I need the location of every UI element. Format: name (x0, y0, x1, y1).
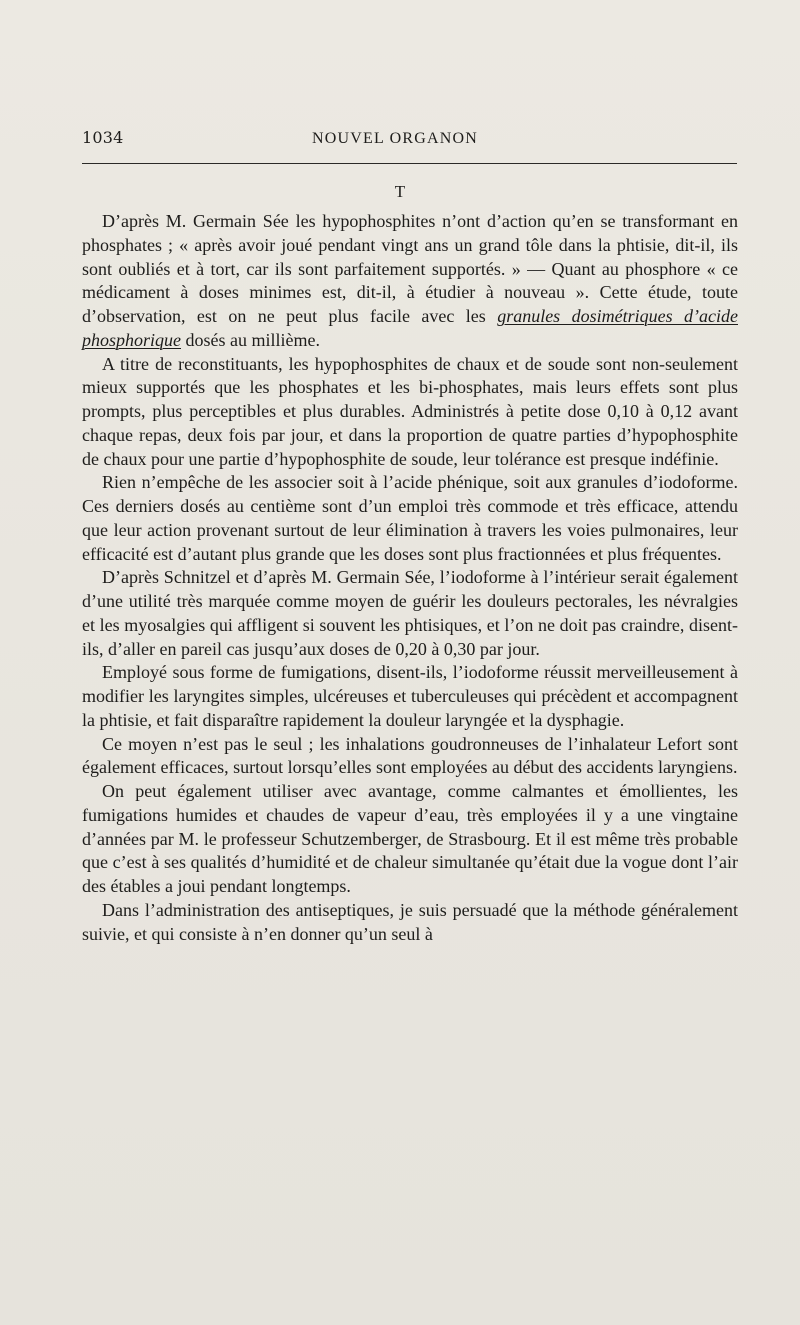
page-number: 1034 (82, 128, 124, 147)
running-title: NOUVEL ORGANON (312, 130, 478, 147)
paragraph-5: Employé sous forme de fumigations, disent-ils, l’iodoforme réussit merveilleusement à modifier les laryngites simples, ulcéreuses et tuberculeuses qui précèdent et accompagnent la phtisie, et fait disparaître rapidement la douleur laryngée et la dysphagie. (82, 662, 738, 730)
paragraph-1-text-before: D’après M. Germain Sée les hypophosphites n’ont d’action qu’en se transformant en phosphates ; « après avoir joué pendant vingt ans un grand tôle dans la phtisie, dit-il, ils sont oubliés et à tort, car ils sont parfaitement supportés. » — Quant au phosphore « ce médicament à doses minimes est, dit-il, à étudier à nouveau ». Cette étude, toute d’observation, est on ne peut plus facile avec les (82, 211, 738, 326)
paragraph-8: Dans l’administration des antiseptiques, je suis persuadé que la méthode généralement suivie, et qui consiste à n’en donner qu’un seul à (82, 899, 738, 944)
paragraph-2: A titre de reconstituants, les hypophosphites de chaux et de soude sont non-seulement mieux supportés que les phosphates et les bi-phosphates, mais leurs effets sont plus prompts, plus perceptibles et plus durables. Administrés à petite dose 0,10 à 0,12 avant chaque repas, deux fois par jour, et dans la proportion de quatre parties d’hypophosphite de chaux pour une partie d’hypophosphite de soude, leur tolérance est presque indéfinie. (82, 353, 738, 469)
paragraph-4: D’après Schnitzel et d’après M. Germain Sée, l’iodoforme à l’intérieur serait également d’une utilité très marquée comme moyen de guérir les douleurs pectorales, les névralgies et les myosalgies qui affligent si souvent les phtisiques, et l’on ne doit pas craindre, disent-ils, d’aller en pareil cas jusqu’aux doses de 0,20 à 0,30 par jour. (82, 567, 738, 659)
page-header (82, 128, 737, 156)
paragraph-6: Ce moyen n’est pas le seul ; les inhalations goudronneuses de l’inhalateur Lefort sont également efficaces, surtout lorsqu’elles sont employées au début des accidents laryngiens. (82, 733, 738, 778)
paragraph-1-emphasis: granules dosimétriques d’acide phosphorique (82, 306, 738, 350)
body-text (82, 210, 738, 946)
paragraph-7: On peut également utiliser avec avantage, comme calmantes et émollientes, les fumigations humides et chaudes de vapeur d’eau, très employées il y a une vingtaine d’années par M. le professeur Schutzemberger, de Strasbourg. Et il est même très probable que c’est à ses qualités d’humidité et de chaleur simultanée qu’était due la vogue dont l’air des étables a joui pendant longtemps. (82, 781, 738, 896)
header-rule (82, 163, 737, 164)
paragraph-1-text-after: dosés au millième. (181, 329, 320, 350)
paragraph-1 (82, 210, 738, 353)
section-letter: T (394, 182, 406, 201)
paragraph-3: Rien n’empêche de les associer soit à l’acide phénique, soit aux granules d’iodoforme. Ces derniers dosés au centième sont d’un emploi très commode et très efficace, attendu que leur action provenant surtout de leur élimination à travers les voies pulmonaires, leur efficacité est d’autant plus grande que les doses sont plus fractionnées et plus fréquentes. (82, 472, 738, 564)
